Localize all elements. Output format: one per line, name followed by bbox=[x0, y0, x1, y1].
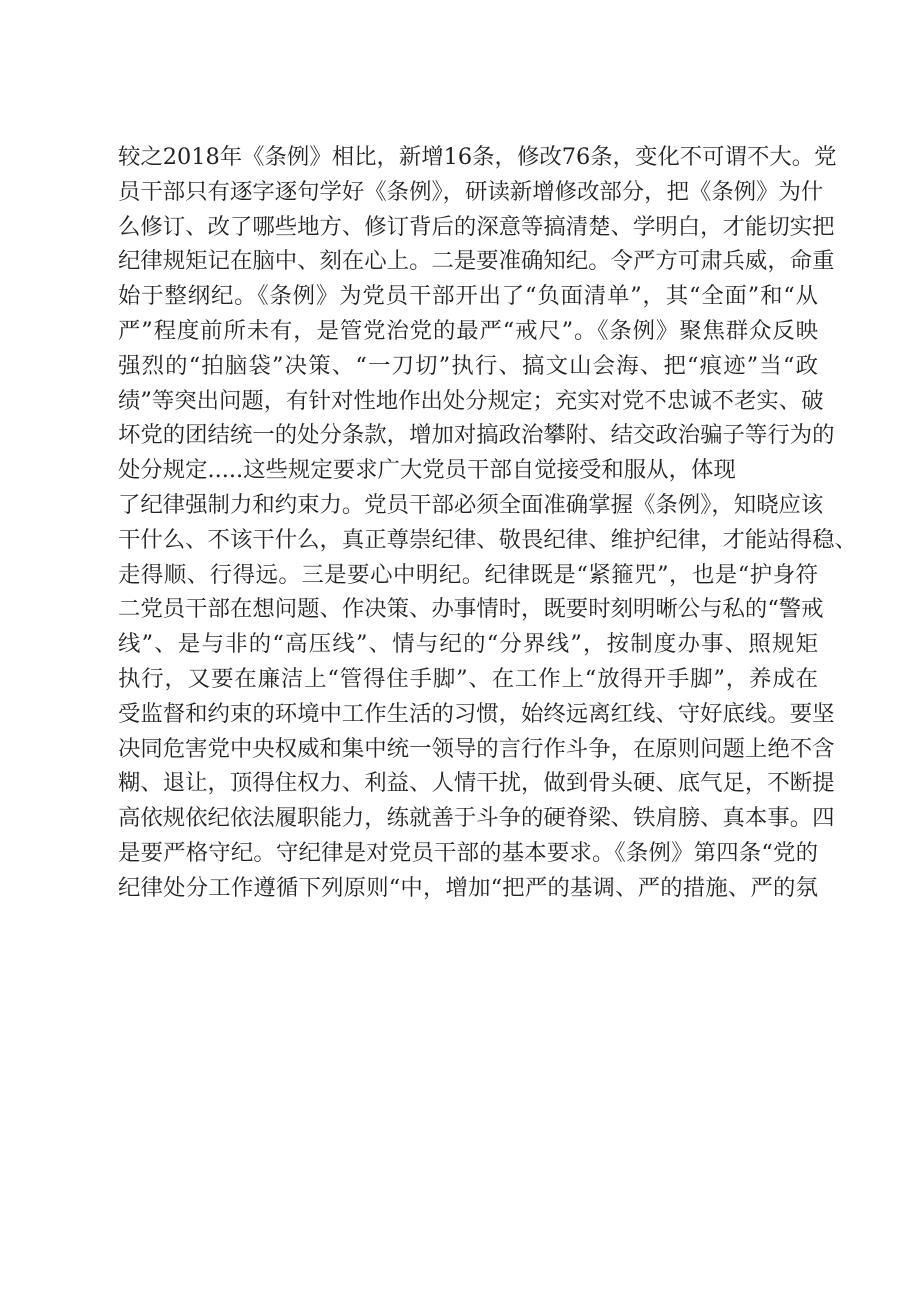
body-text bbox=[118, 140, 857, 906]
text-line: 员干部只有逐字逐句学好《条例》，研读新增修改部分，把《条例》为什 bbox=[118, 178, 824, 205]
text-line: 执行，又要在廉洁上“管得住手脚”、在工作上“放得开手脚”，养成在 bbox=[118, 665, 818, 692]
text-line: 纪律规矩记在脑中、刻在心上。二是要准确知纪。令严方可肃兵威，命重 bbox=[118, 248, 835, 275]
text-line: 纪律处分工作遵循下列原则“中，增加“把严的基调、严的措施、严的氛 bbox=[118, 874, 818, 901]
text-line: 高依规依纪依法履职能力，练就善于斗争的硬脊梁、铁肩膀、真本事。四 bbox=[118, 805, 835, 832]
text-line: 受监督和约束的环境中工作生活的习惯，始终远离红线、守好底线。要坚 bbox=[118, 700, 835, 727]
text-line: 干什么、不该干什么，真正尊崇纪律、敬畏纪律、维护纪律，才能站得稳、 bbox=[118, 526, 857, 553]
text-line: 较之2018年《条例》相比，新增16条，修改76条，变化不可谓不大。党 bbox=[118, 144, 837, 170]
text-line: 严”程度前所未有，是管党治党的最严“戒尺”。《条例》聚焦群众反映 bbox=[118, 317, 818, 344]
text-line: 糊、退让，顶得住权力、利益、人情干扰，做到骨头硬、底气足，不断提 bbox=[118, 770, 835, 797]
text-line: 么修订、改了哪些地方、修订背后的深意等搞清楚、学明白，才能切实把 bbox=[118, 213, 835, 240]
text-line: 绩”等突出问题，有针对性地作出处分规定；充实对党不忠诚不老实、破 bbox=[118, 387, 824, 414]
text-line: 线”、是与非的“高压线”、情与纪的“分界线”，按制度办事、照规矩 bbox=[118, 631, 818, 658]
text-line: 决同危害党中央权威和集中统一领导的言行作斗争，在原则问题上绝不含 bbox=[118, 735, 835, 762]
text-line: 二党员干部在想问题、作决策、办事情时，既要时刻明晰公与私的“警戒 bbox=[118, 596, 824, 623]
text-line: 是要严格守纪。守纪律是对党员干部的基本要求。《条例》第四条“党的 bbox=[118, 839, 818, 866]
text-line: 坏党的团结统一的处分条款，增加对搞政治攀附、结交政治骗子等行为的 bbox=[118, 422, 835, 449]
text-line: 走得顺、行得远。三是要心中明纪。纪律既是“紧箍咒”，也是“护身符 bbox=[118, 561, 818, 588]
text-line: 始于整纲纪。《条例》为党员干部开出了“负面清单”，其“全面”和“从 bbox=[118, 283, 818, 310]
text-line: 强烈的“拍脑袋”决策、“一刀切”执行、搞文山会海、把“痕迹”当“政 bbox=[118, 352, 818, 379]
text-line: 了纪律强制力和约束力。党员干部必须全面准确掌握《条例》，知晓应该 bbox=[118, 491, 824, 518]
text-line: 处分规定.....这些规定要求广大党员干部自觉接受和服从，体现 bbox=[118, 457, 736, 484]
